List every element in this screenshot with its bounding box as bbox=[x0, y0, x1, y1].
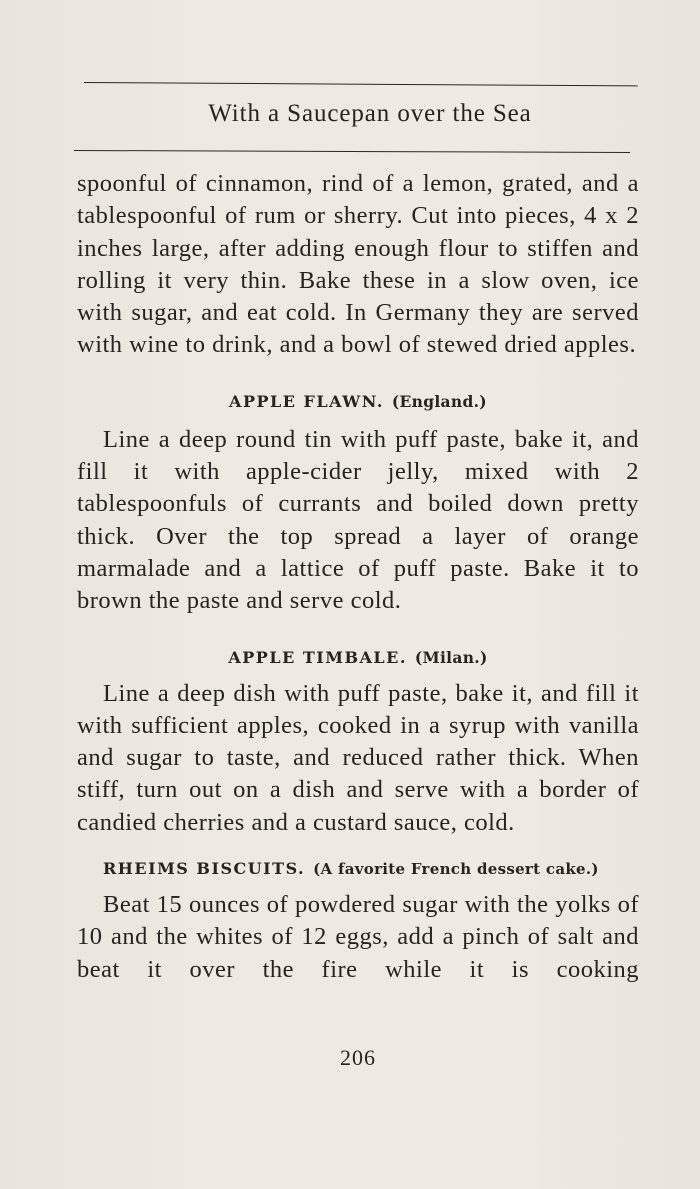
recipe-title: APPLE TIMBALE. bbox=[228, 647, 407, 667]
recipe-heading-apple-timbale bbox=[77, 648, 639, 667]
continued-paragraph: spoonful of cinnamon, rind of a lemon, grated, and a tablespoonful of rum or sherry. Cut into pieces, 4 x 2 inches large, after adding enough flour to stiffen and rolling it very thin. Bake these in a slow oven, ice with sugar, and eat cold. In Germany they are served with wine to drink, and a bowl of stewed dried apples. bbox=[77, 170, 639, 359]
recipe-text-apple-timbale: Line a deep dish with puff paste, bake it, and fill it with sufficient apples, cooked in a syrup with vanilla and sugar to taste, and reduced rather thick. When stiff, turn out on a dish and serve with a border of candied cherries and a custard sauce, cold. bbox=[77, 679, 639, 836]
recipe-heading-rheims-biscuits bbox=[77, 859, 639, 878]
page-body bbox=[77, 168, 639, 986]
running-head: With a Saucepan over the Sea bbox=[208, 100, 532, 127]
recipe-title: APPLE FLAWN. bbox=[229, 391, 384, 411]
recipe-origin: (Milan.) bbox=[414, 647, 488, 667]
recipe-text-apple-flawn: Line a deep round tin with puff paste, bake it, and fill it with apple-cider jelly, mixed with 2 tablespoonfuls of currants and boiled down pretty thick. Over the top spread a layer of orange marmalade and a lattice of puff paste. Bake it to brown the paste and serve cold. bbox=[77, 425, 639, 615]
recipe-text-rheims-biscuits: Beat 15 ounces of powdered sugar with the yolks of 10 and the whites of 12 eggs, add a pinch of salt and beat it over the fire while it is cooking bbox=[77, 891, 639, 983]
header-rule-top bbox=[84, 82, 638, 86]
recipe-heading-apple-flawn bbox=[77, 392, 639, 411]
header-rule-bottom bbox=[74, 150, 630, 153]
recipe-origin: (A favorite French dessert cake.) bbox=[313, 860, 599, 879]
recipe-origin: (England.) bbox=[391, 391, 487, 411]
page-number: 206 bbox=[340, 1045, 376, 1070]
recipe-title: RHEIMS BISCUITS. bbox=[103, 859, 306, 879]
